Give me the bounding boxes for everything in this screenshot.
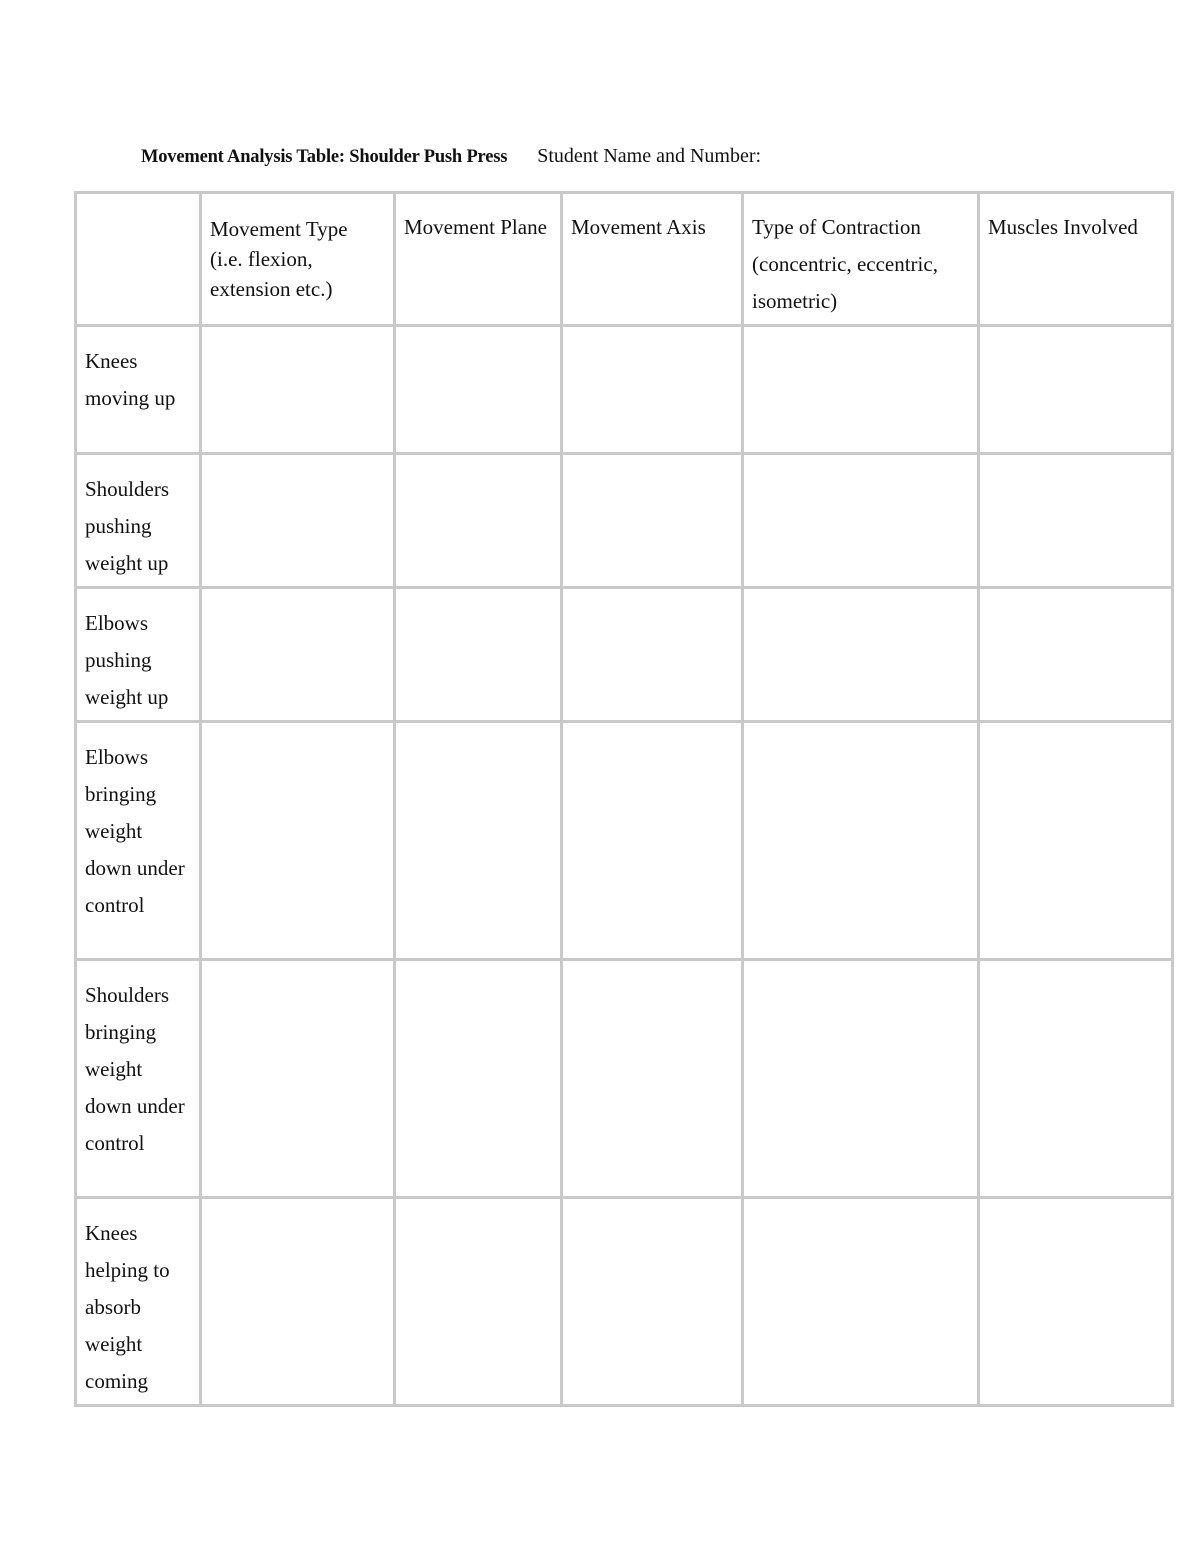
table-header-row: [76, 193, 1173, 326]
header-movement-plane: Movement Plane: [395, 193, 562, 326]
answer-cell-muscles[interactable]: [979, 1198, 1173, 1406]
answer-cell-movement-type[interactable]: [201, 454, 395, 588]
answer-cell-contraction-type[interactable]: [743, 1198, 979, 1406]
answer-cell-movement-plane[interactable]: [395, 326, 562, 454]
row-label: Knees moving up: [85, 349, 176, 410]
table-row: [76, 722, 1173, 960]
answer-cell-muscles[interactable]: [979, 588, 1173, 722]
answer-cell-movement-axis[interactable]: [562, 588, 743, 722]
row-label-cell: [76, 722, 201, 960]
answer-cell-movement-axis[interactable]: [562, 722, 743, 960]
header-muscles-involved: Muscles Involved: [979, 193, 1173, 326]
answer-cell-contraction-type[interactable]: [743, 326, 979, 454]
answer-cell-movement-axis[interactable]: [562, 1198, 743, 1406]
document-title: Movement Analysis Table: Shoulder Push Press: [141, 147, 508, 167]
row-label: Elbows bringing weight down under control: [85, 745, 185, 917]
answer-cell-movement-plane[interactable]: [395, 1198, 562, 1406]
answer-cell-muscles[interactable]: [979, 722, 1173, 960]
header-movement-axis: Movement Axis: [562, 193, 743, 326]
answer-cell-contraction-type[interactable]: [743, 960, 979, 1198]
answer-cell-muscles[interactable]: [979, 960, 1173, 1198]
answer-cell-movement-plane[interactable]: [395, 722, 562, 960]
answer-cell-muscles[interactable]: [979, 326, 1173, 454]
answer-cell-movement-axis[interactable]: [562, 326, 743, 454]
row-label-cell: [76, 1198, 201, 1406]
answer-cell-movement-axis[interactable]: [562, 960, 743, 1198]
movement-analysis-table: [74, 191, 1174, 1407]
student-name-label: Student Name and Number:: [537, 145, 762, 167]
row-label: Shoulders bringing weight down under control: [85, 983, 185, 1155]
table-row: [76, 588, 1173, 722]
row-label: Elbows pushing weight up: [85, 611, 169, 709]
row-label-cell: [76, 960, 201, 1198]
document-heading: [141, 142, 761, 171]
row-label-cell: [76, 588, 201, 722]
answer-cell-movement-type[interactable]: [201, 960, 395, 1198]
answer-cell-movement-axis[interactable]: [562, 454, 743, 588]
row-label-cell: [76, 454, 201, 588]
answer-cell-contraction-type[interactable]: [743, 588, 979, 722]
header-cell-blank: [76, 193, 201, 326]
answer-cell-contraction-type[interactable]: [743, 454, 979, 588]
table-row: [76, 1198, 1173, 1406]
answer-cell-contraction-type[interactable]: [743, 722, 979, 960]
answer-cell-movement-type[interactable]: [201, 326, 395, 454]
answer-cell-movement-type[interactable]: [201, 1198, 395, 1406]
answer-cell-movement-plane[interactable]: [395, 454, 562, 588]
table-row: [76, 326, 1173, 454]
row-label-cell: [76, 326, 201, 454]
row-label: Shoulders pushing weight up: [85, 477, 169, 575]
answer-cell-movement-plane[interactable]: [395, 960, 562, 1198]
answer-cell-movement-type[interactable]: [201, 722, 395, 960]
table-row: [76, 960, 1173, 1198]
answer-cell-muscles[interactable]: [979, 454, 1173, 588]
table-row: [76, 454, 1173, 588]
answer-cell-movement-plane[interactable]: [395, 588, 562, 722]
header-type-of-contraction: Type of Contraction (concentric, eccentric, isometric): [743, 193, 979, 326]
header-movement-type: Movement Type (i.e. flexion, extension etc.): [201, 193, 395, 326]
answer-cell-movement-type[interactable]: [201, 588, 395, 722]
row-label: Knees helping to absorb weight coming: [85, 1221, 170, 1393]
